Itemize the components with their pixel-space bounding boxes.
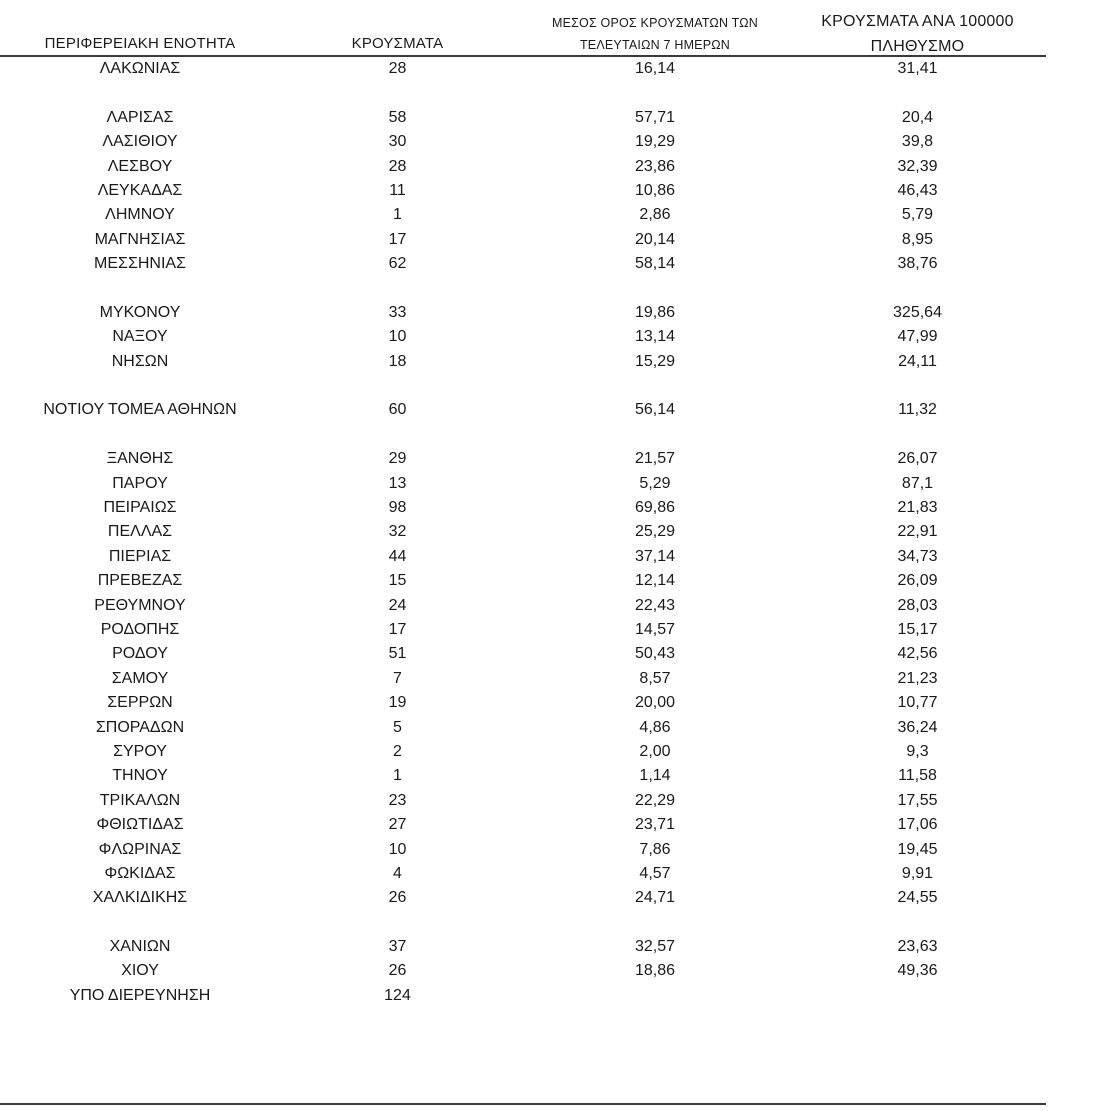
cell-per-100000: 24,11 xyxy=(898,352,937,370)
cell-avg-7-days: 22,43 xyxy=(634,596,676,614)
cell-cases: 58 xyxy=(388,108,407,126)
cell-region: ΧΑΝΙΩΝ xyxy=(109,938,171,956)
cell-cases: 2 xyxy=(393,742,402,760)
cell-cases: 19 xyxy=(388,694,407,712)
cell-avg-7-days: 4,86 xyxy=(639,718,671,736)
cell-region: ΦΛΩΡΙΝΑΣ xyxy=(98,840,182,858)
cell-per-100000: 26,09 xyxy=(897,572,938,590)
cell-per-100000: 49,36 xyxy=(897,962,938,980)
cell-per-100000: 8,95 xyxy=(901,230,934,248)
cell-region: ΡΟΔΟΠΗΣ xyxy=(100,620,180,638)
cell-per-100000: 46,43 xyxy=(897,181,938,199)
header-region: ΠΕΡΙΦΕΡΕΙΑΚΗ ΕΝΟΤΗΤΑ xyxy=(44,35,236,52)
cell-cases: 1 xyxy=(393,767,402,785)
cell-avg-7-days: 7,86 xyxy=(639,840,671,858)
cell-per-100000: 325,64 xyxy=(893,303,942,321)
table-row xyxy=(0,789,1046,813)
cell-cases: 4 xyxy=(393,864,402,882)
table-row xyxy=(0,130,1046,154)
cell-region: ΦΩΚΙΔΑΣ xyxy=(104,864,176,882)
cell-region: ΠΕΙΡΑΙΩΣ xyxy=(103,499,177,517)
cell-per-100000: 32,39 xyxy=(897,157,938,175)
cell-avg-7-days: 24,71 xyxy=(634,889,676,907)
cell-avg-7-days: 2,86 xyxy=(639,206,671,224)
cell-cases: 37 xyxy=(388,938,407,956)
cell-per-100000: 26,07 xyxy=(897,450,938,468)
cell-cases: 23 xyxy=(388,791,407,809)
cell-region: ΛΕΣΒΟΥ xyxy=(107,157,173,175)
cell-avg-7-days: 1,14 xyxy=(639,767,671,785)
cell-per-100000: 19,45 xyxy=(897,840,938,858)
cell-avg-7-days: 18,86 xyxy=(634,962,676,980)
cell-avg-7-days: 19,86 xyxy=(634,303,676,321)
cell-region: ΛΕΥΚΑΔΑΣ xyxy=(97,181,183,199)
table-row xyxy=(0,764,1046,788)
cell-per-100000: 31,41 xyxy=(897,60,938,77)
cell-region: ΜΕΣΣΗΝΙΑΣ xyxy=(94,255,186,273)
cell-avg-7-days: 15,29 xyxy=(634,352,676,370)
cell-per-100000: 21,83 xyxy=(897,499,938,517)
cell-cases: 13 xyxy=(388,474,407,492)
cell-cases: 26 xyxy=(388,889,407,907)
cell-per-100000: 38,76 xyxy=(897,255,938,273)
table-row xyxy=(0,959,1046,983)
header-avg-line2: ΤΕΛΕΥΤΑΙΩΝ 7 ΗΜΕΡΩΝ xyxy=(579,38,731,52)
cell-cases: 24 xyxy=(388,596,407,614)
cell-avg-7-days: 37,14 xyxy=(634,547,676,565)
cell-region: ΣΠΟΡΑΔΩΝ xyxy=(95,718,185,736)
cell-avg-7-days: 20,14 xyxy=(634,230,676,248)
cell-avg-7-days: 58,14 xyxy=(634,255,676,273)
cell-region: ΣΑΜΟΥ xyxy=(111,669,169,687)
cell-region: ΧΑΛΚΙΔΙΚΗΣ xyxy=(92,889,188,907)
cell-per-100000: 28,03 xyxy=(897,596,938,614)
table-row xyxy=(0,594,1046,618)
cell-per-100000: 11,32 xyxy=(898,401,937,419)
cell-per-100000: 22,91 xyxy=(897,523,938,541)
table-row xyxy=(0,57,1046,81)
cell-avg-7-days: 25,29 xyxy=(634,523,676,541)
cell-avg-7-days: 5,29 xyxy=(639,474,671,492)
cell-per-100000: 47,99 xyxy=(897,328,938,346)
table-row xyxy=(0,642,1046,666)
cell-cases: 44 xyxy=(388,547,407,565)
cell-per-100000: 11,58 xyxy=(898,767,937,785)
cell-cases: 5 xyxy=(393,718,402,736)
cell-avg-7-days: 10,86 xyxy=(634,181,676,199)
cell-region: ΡΟΔΟΥ xyxy=(112,645,168,663)
cell-region: ΜΥΚΟΝΟΥ xyxy=(99,303,181,321)
cell-region: ΠΑΡΟΥ xyxy=(112,474,168,492)
cell-per-100000: 17,06 xyxy=(897,816,938,834)
cell-cases: 33 xyxy=(388,303,407,321)
cell-avg-7-days: 2,00 xyxy=(639,742,671,760)
cell-per-100000: 10,77 xyxy=(897,694,938,712)
table-header xyxy=(0,0,1046,57)
cell-cases: 10 xyxy=(388,840,407,858)
cell-region: ΜΑΓΝΗΣΙΑΣ xyxy=(94,230,186,248)
cell-avg-7-days: 21,57 xyxy=(634,450,676,468)
cell-region: ΞΑΝΘΗΣ xyxy=(106,450,174,468)
table-row xyxy=(0,106,1046,130)
cell-cases: 62 xyxy=(388,255,407,273)
cell-per-100000: 5,79 xyxy=(901,206,934,224)
cell-avg-7-days: 22,29 xyxy=(634,791,676,809)
cell-per-100000: 15,17 xyxy=(897,620,938,638)
cell-region: ΝΟΤΙΟΥ ΤΟΜΕΑ ΑΘΗΝΩΝ xyxy=(43,401,237,419)
cell-avg-7-days: 19,29 xyxy=(634,133,676,151)
table-row xyxy=(0,301,1046,325)
table-row xyxy=(0,155,1046,179)
cell-avg-7-days: 14,57 xyxy=(634,620,676,638)
cell-cases: 17 xyxy=(388,230,407,248)
table-row xyxy=(0,691,1046,715)
cell-cases: 1 xyxy=(393,206,402,224)
cell-cases: 124 xyxy=(384,986,411,1004)
cell-avg-7-days: 50,43 xyxy=(634,645,676,663)
table-row xyxy=(0,838,1046,862)
header-avg-7-days xyxy=(520,12,790,56)
table-row xyxy=(0,984,1046,1008)
cell-per-100000: 20,4 xyxy=(901,108,934,126)
cell-region: ΛΗΜΝΟΥ xyxy=(105,206,175,224)
header-per-line1: ΚΡΟΥΣΜΑΤΑ ΑΝΑ 100000 xyxy=(821,13,1014,30)
cell-cases: 17 xyxy=(388,620,407,638)
bottom-divider xyxy=(0,1103,1046,1105)
cell-region: ΥΠΟ ΔΙΕΡΕΥΝΗΣΗ xyxy=(69,986,211,1004)
cell-per-100000: 24,55 xyxy=(897,889,938,907)
cell-avg-7-days: 8,57 xyxy=(639,669,671,687)
table-row xyxy=(0,813,1046,837)
cell-region: ΦΘΙΩΤΙΔΑΣ xyxy=(96,816,184,834)
cell-cases: 28 xyxy=(388,60,407,77)
cell-cases: 18 xyxy=(388,352,407,370)
cell-cases: 30 xyxy=(388,133,407,151)
cell-avg-7-days: 12,14 xyxy=(634,572,676,590)
cell-avg-7-days: 13,14 xyxy=(634,328,676,346)
cell-region: ΤΡΙΚΑΛΩΝ xyxy=(99,791,181,809)
cell-avg-7-days: 69,86 xyxy=(634,499,676,517)
cell-cases: 98 xyxy=(388,499,407,517)
cell-avg-7-days: 23,71 xyxy=(634,816,676,834)
cell-avg-7-days: 16,14 xyxy=(634,60,676,77)
cell-avg-7-days: 57,71 xyxy=(634,108,676,126)
table-row xyxy=(0,252,1046,276)
table-row xyxy=(0,496,1046,520)
cell-region: ΝΗΣΩΝ xyxy=(111,352,169,370)
table-row xyxy=(0,350,1046,374)
cell-avg-7-days: 20,00 xyxy=(634,694,676,712)
cell-region: ΠΙΕΡΙΑΣ xyxy=(108,547,172,565)
table-row xyxy=(0,935,1046,959)
cell-avg-7-days: 4,57 xyxy=(639,864,671,882)
table-row xyxy=(0,667,1046,691)
cell-cases: 26 xyxy=(388,962,407,980)
table-row xyxy=(0,472,1046,496)
cell-cases: 28 xyxy=(388,157,407,175)
table-row xyxy=(0,228,1046,252)
header-per-100000 xyxy=(800,9,1035,59)
table-body xyxy=(0,57,1046,1008)
cell-per-100000: 34,73 xyxy=(897,547,938,565)
cell-cases: 29 xyxy=(388,450,407,468)
table-row xyxy=(0,740,1046,764)
cell-avg-7-days: 32,57 xyxy=(634,938,676,956)
cell-cases: 10 xyxy=(388,328,407,346)
cell-region: ΠΕΛΛΑΣ xyxy=(107,523,173,541)
cell-per-100000: 23,63 xyxy=(897,938,938,956)
cell-per-100000: 42,56 xyxy=(897,645,938,663)
cell-region: ΛΑΚΩΝΙΑΣ xyxy=(99,60,181,77)
table-row xyxy=(0,545,1046,569)
cell-region: ΠΡΕΒΕΖΑΣ xyxy=(97,572,183,590)
cell-region: ΛΑΣΙΘΙΟΥ xyxy=(102,133,178,151)
cell-cases: 60 xyxy=(388,401,407,419)
table-row xyxy=(0,179,1046,203)
cell-region: ΣΥΡΟΥ xyxy=(113,742,167,760)
cell-region: ΝΑΞΟΥ xyxy=(112,328,168,346)
cell-cases: 32 xyxy=(388,523,407,541)
table-row xyxy=(0,520,1046,544)
table-row xyxy=(0,398,1046,422)
cell-per-100000: 21,23 xyxy=(897,669,938,687)
header-per-line2: ΠΛΗΘΥΣΜΟ xyxy=(870,38,965,55)
table-row xyxy=(0,716,1046,740)
table-row xyxy=(0,886,1046,910)
cell-per-100000: 87,1 xyxy=(901,474,934,492)
cell-avg-7-days: 23,86 xyxy=(634,157,676,175)
cell-cases: 51 xyxy=(388,645,407,663)
cell-region: ΛΑΡΙΣΑΣ xyxy=(106,108,174,126)
header-cases: ΚΡΟΥΣΜΑΤΑ xyxy=(351,35,444,52)
table-row xyxy=(0,569,1046,593)
cell-per-100000: 17,55 xyxy=(897,791,938,809)
cell-cases: 7 xyxy=(393,669,402,687)
cell-cases: 15 xyxy=(388,572,407,590)
cell-per-100000: 36,24 xyxy=(897,718,938,736)
table-row xyxy=(0,447,1046,471)
table-row xyxy=(0,618,1046,642)
table-row xyxy=(0,862,1046,886)
cell-region: ΡΕΘΥΜΝΟΥ xyxy=(94,596,186,614)
cell-per-100000: 39,8 xyxy=(901,133,934,151)
cell-cases: 27 xyxy=(388,816,407,834)
table-row xyxy=(0,203,1046,227)
cell-per-100000: 9,3 xyxy=(906,742,929,760)
cell-per-100000: 9,91 xyxy=(901,864,934,882)
header-avg-line1: ΜΕΣΟΣ ΟΡΟΣ ΚΡΟΥΣΜΑΤΩΝ ΤΩΝ xyxy=(551,16,759,30)
table-row xyxy=(0,325,1046,349)
cell-avg-7-days: 56,14 xyxy=(634,401,676,419)
cell-region: ΧΙΟΥ xyxy=(121,962,159,980)
cell-cases: 11 xyxy=(389,181,406,199)
cell-region: ΣΕΡΡΩΝ xyxy=(107,694,173,712)
cell-region: ΤΗΝΟΥ xyxy=(112,767,168,785)
